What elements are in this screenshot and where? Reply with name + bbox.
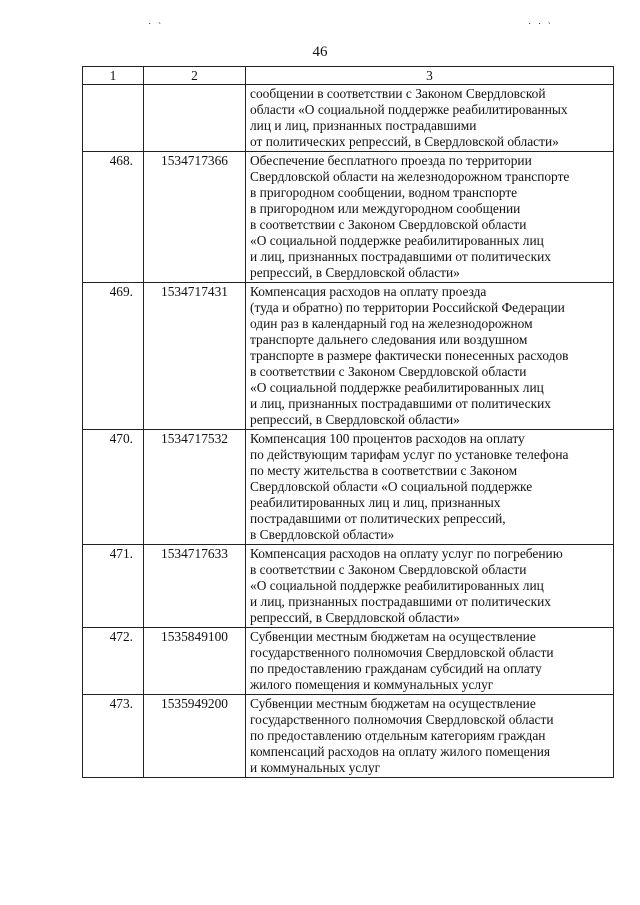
table-row bbox=[83, 152, 614, 283]
description-line: Компенсация расходов на оплату услуг по погребению bbox=[250, 546, 563, 561]
table-row bbox=[83, 430, 614, 545]
description-line: «О социальной поддержке реабилитированных лиц bbox=[250, 578, 544, 593]
row-number: 471. bbox=[83, 545, 144, 628]
description-line: государственного полномочия Свердловской области bbox=[250, 645, 554, 660]
budget-code: 1534717532 bbox=[144, 430, 246, 545]
description-line: по предоставлению гражданам субсидий на оплату bbox=[250, 661, 542, 676]
expense-description bbox=[246, 152, 614, 283]
description-line: по месту жительства в соответствии с Законом bbox=[250, 463, 518, 478]
description-line: в соответствии с Законом Свердловской области bbox=[250, 364, 527, 379]
budget-code: 1535849100 bbox=[144, 628, 246, 695]
row-number: 470. bbox=[83, 430, 144, 545]
description-line: «О социальной поддержке реабилитированных лиц bbox=[250, 380, 544, 395]
description-line: Компенсация расходов на оплату проезда bbox=[250, 284, 487, 299]
description-line: Компенсация 100 процентов расходов на оплату bbox=[250, 431, 525, 446]
row-number bbox=[83, 85, 144, 152]
description-line: и лиц, признанных пострадавшими от политических bbox=[250, 396, 551, 411]
budget-code: 1534717431 bbox=[144, 283, 246, 430]
description-line: и лиц, признанных пострадавшими от политических bbox=[250, 594, 551, 609]
budget-code: 1535949200 bbox=[144, 695, 246, 778]
description-line: транспорте дальнего следования или воздушном bbox=[250, 332, 528, 347]
budget-code bbox=[144, 85, 246, 152]
description-line: сообщении в соответствии с Законом Свердловской bbox=[250, 86, 546, 101]
expense-description bbox=[246, 85, 614, 152]
header-mark-right: ˙ ˙ ˋ bbox=[528, 22, 553, 33]
description-line: Свердловской области «О социальной поддержке bbox=[250, 479, 533, 494]
page-number: 46 bbox=[312, 44, 328, 60]
description-line: лиц и лиц, признанных пострадавшими bbox=[250, 118, 477, 133]
description-line: в Свердловской области» bbox=[250, 527, 395, 542]
budget-code: 1534717633 bbox=[144, 545, 246, 628]
description-line: компенсаций расходов на оплату жилого помещения bbox=[250, 744, 551, 759]
description-line: в пригородном сообщении, водном транспорте bbox=[250, 185, 518, 200]
description-line: репрессий, в Свердловской области» bbox=[250, 610, 460, 625]
budget-code: 1534717366 bbox=[144, 152, 246, 283]
description-line: в соответствии с Законом Свердловской области bbox=[250, 217, 527, 232]
description-line: (туда и обратно) по территории Российской Федерации bbox=[250, 300, 565, 315]
description-line: по действующим тарифам услуг по установке телефона bbox=[250, 447, 569, 462]
header-mark-left: ˙ ˋ bbox=[148, 22, 164, 33]
row-number: 473. bbox=[83, 695, 144, 778]
table-body bbox=[83, 85, 614, 778]
expense-description bbox=[246, 545, 614, 628]
row-number: 469. bbox=[83, 283, 144, 430]
description-line: по предоставлению отдельным категориям граждан bbox=[250, 728, 546, 743]
table-row bbox=[83, 695, 614, 778]
table-row bbox=[83, 545, 614, 628]
description-line: и коммунальных услуг bbox=[250, 760, 381, 775]
row-number: 472. bbox=[83, 628, 144, 695]
expense-description bbox=[246, 628, 614, 695]
expense-description bbox=[246, 695, 614, 778]
column-header-1: 1 bbox=[83, 67, 144, 85]
description-line: Обеспечение бесплатного проезда по территории bbox=[250, 153, 532, 168]
table-row bbox=[83, 85, 614, 152]
row-number: 468. bbox=[83, 152, 144, 283]
description-line: репрессий, в Свердловской области» bbox=[250, 412, 460, 427]
description-line: в пригородном или междугородном сообщении bbox=[250, 201, 521, 216]
description-line: Субвенции местным бюджетам на осуществление bbox=[250, 696, 536, 711]
table-row bbox=[83, 628, 614, 695]
table-row bbox=[83, 283, 614, 430]
description-line: Субвенции местным бюджетам на осуществление bbox=[250, 629, 536, 644]
description-line: в соответствии с Законом Свердловской области bbox=[250, 562, 527, 577]
expense-description bbox=[246, 283, 614, 430]
description-line: жилого помещения и коммунальных услуг bbox=[250, 677, 494, 692]
column-header-2: 2 bbox=[144, 67, 246, 85]
description-line: Свердловской области на железнодорожном транспорте bbox=[250, 169, 570, 184]
description-line: государственного полномочия Свердловской области bbox=[250, 712, 554, 727]
expense-description bbox=[246, 430, 614, 545]
description-line: транспорте в размере фактически понесенных расходов bbox=[250, 348, 569, 363]
budget-classification-table bbox=[82, 66, 614, 778]
description-line: от политических репрессий, в Свердловской области» bbox=[250, 134, 559, 149]
table-header-row bbox=[83, 67, 614, 85]
description-line: один раз в календарный год на железнодорожном bbox=[250, 316, 533, 331]
description-line: области «О социальной поддержке реабилитированных bbox=[250, 102, 568, 117]
description-line: пострадавшими от политических репрессий, bbox=[250, 511, 506, 526]
description-line: реабилитированных лиц и лиц, признанных bbox=[250, 495, 501, 510]
column-header-3: 3 bbox=[246, 67, 614, 85]
description-line: репрессий, в Свердловской области» bbox=[250, 265, 460, 280]
description-line: и лиц, признанных пострадавшими от политических bbox=[250, 249, 551, 264]
description-line: «О социальной поддержке реабилитированных лиц bbox=[250, 233, 544, 248]
